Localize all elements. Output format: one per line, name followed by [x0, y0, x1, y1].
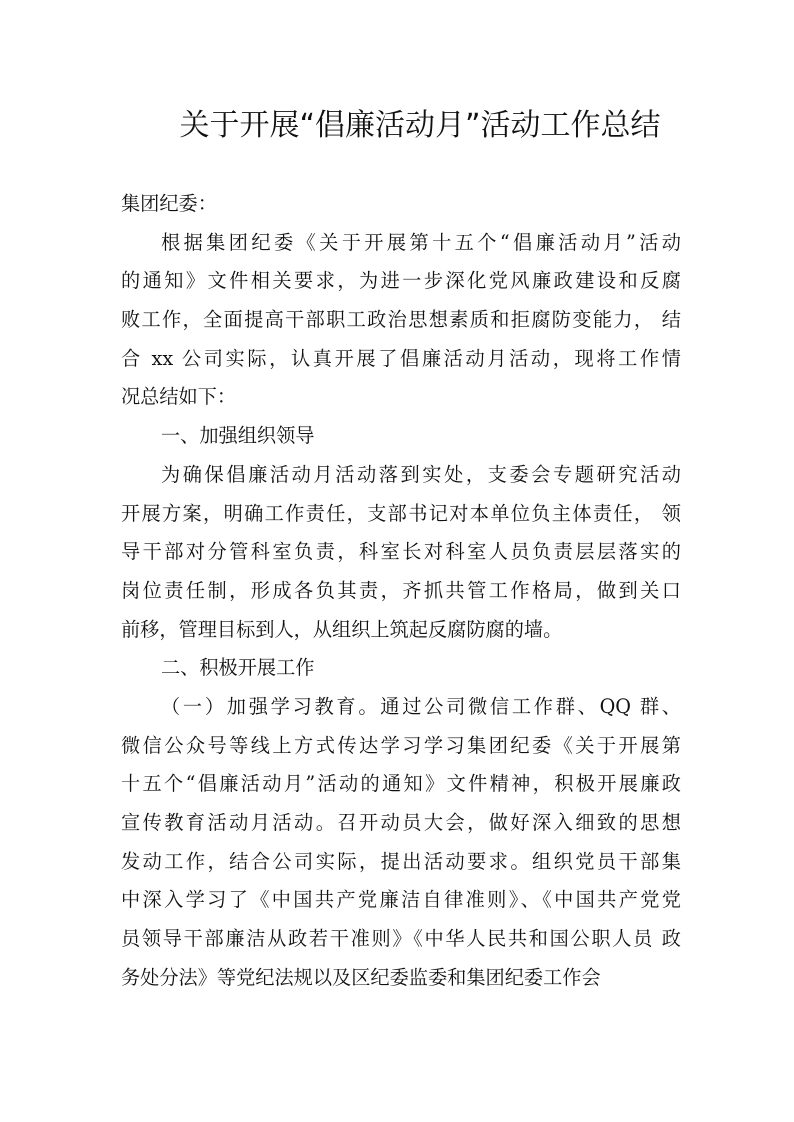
paragraph-1-line-2: 的通知》文件相关要求，为进一步深化党风廉政建设和反腐	[121, 269, 681, 293]
paragraph-3-line-8: 务处分法》等党纪法规以及区纪委监委和集团纪委工作会	[121, 965, 601, 989]
salutation: 集团纪委：	[121, 192, 217, 215]
paragraph-3-line-2: 微信公众号等线上方式传达学习学习集团纪委《关于开展第	[121, 733, 681, 757]
paragraph-2-line-3: 导干部对分管科室负责，科室长对科室人员负责层层落实的	[121, 540, 681, 564]
paragraph-3-line-4: 宣传教育活动月活动。召开动员大会，做好深入细致的思想	[121, 811, 681, 834]
paragraph-3-line-7: 员领导干部廉洁从政若干准则》《中华人民共和国公职人员 政	[121, 927, 681, 951]
document-body	[121, 185, 681, 997]
paragraph-2-line-2: 开展方案，明确工作责任，支部书记对本单位负主体责任， 领	[121, 501, 681, 525]
section-heading-1: 一、加强组织领导	[161, 424, 315, 448]
paragraph-1-line-5: 况总结如下：	[121, 385, 237, 409]
paragraph-2-line-4: 岗位责任制，形成各负其责，齐抓共管工作格局，做到关口	[121, 578, 681, 602]
paragraph-2-line-1: 为确保倡廉活动月活动落到实处，支委会专题研究活动	[161, 462, 681, 486]
paragraph-1-line-4: 合 xx 公司实际，认真开展了倡廉活动月活动，现将工作情	[121, 346, 681, 370]
paragraph-3-line-3: 十五个“倡廉活动月”活动的通知》文件精神，积极开展廉政	[121, 772, 681, 796]
paragraph-2-line-5: 前移，管理目标到人，从组织上筑起反腐防腐的墙。	[121, 617, 563, 641]
paragraph-1-line-1: 根据集团纪委《关于开展第十五个“倡廉活动月”活动	[161, 230, 681, 254]
paragraph-3-line-5: 发动工作，结合公司实际，提出活动要求。组织党员干部集	[121, 849, 681, 873]
paragraph-1-line-3: 败工作，全面提高干部职工政治思想素质和拒腐防变能力， 结	[121, 308, 681, 332]
paragraph-3-line-1: （一）加强学习教育。通过公司微信工作群、QQ 群、	[161, 694, 681, 718]
paragraph-3-line-6: 中深入学习了《中国共产党廉洁自律准则》、《中国共产党党	[121, 888, 681, 912]
document-title: 关于开展“倡廉活动月”活动工作总结	[179, 108, 661, 143]
section-heading-2: 二、积极开展工作	[161, 656, 315, 680]
